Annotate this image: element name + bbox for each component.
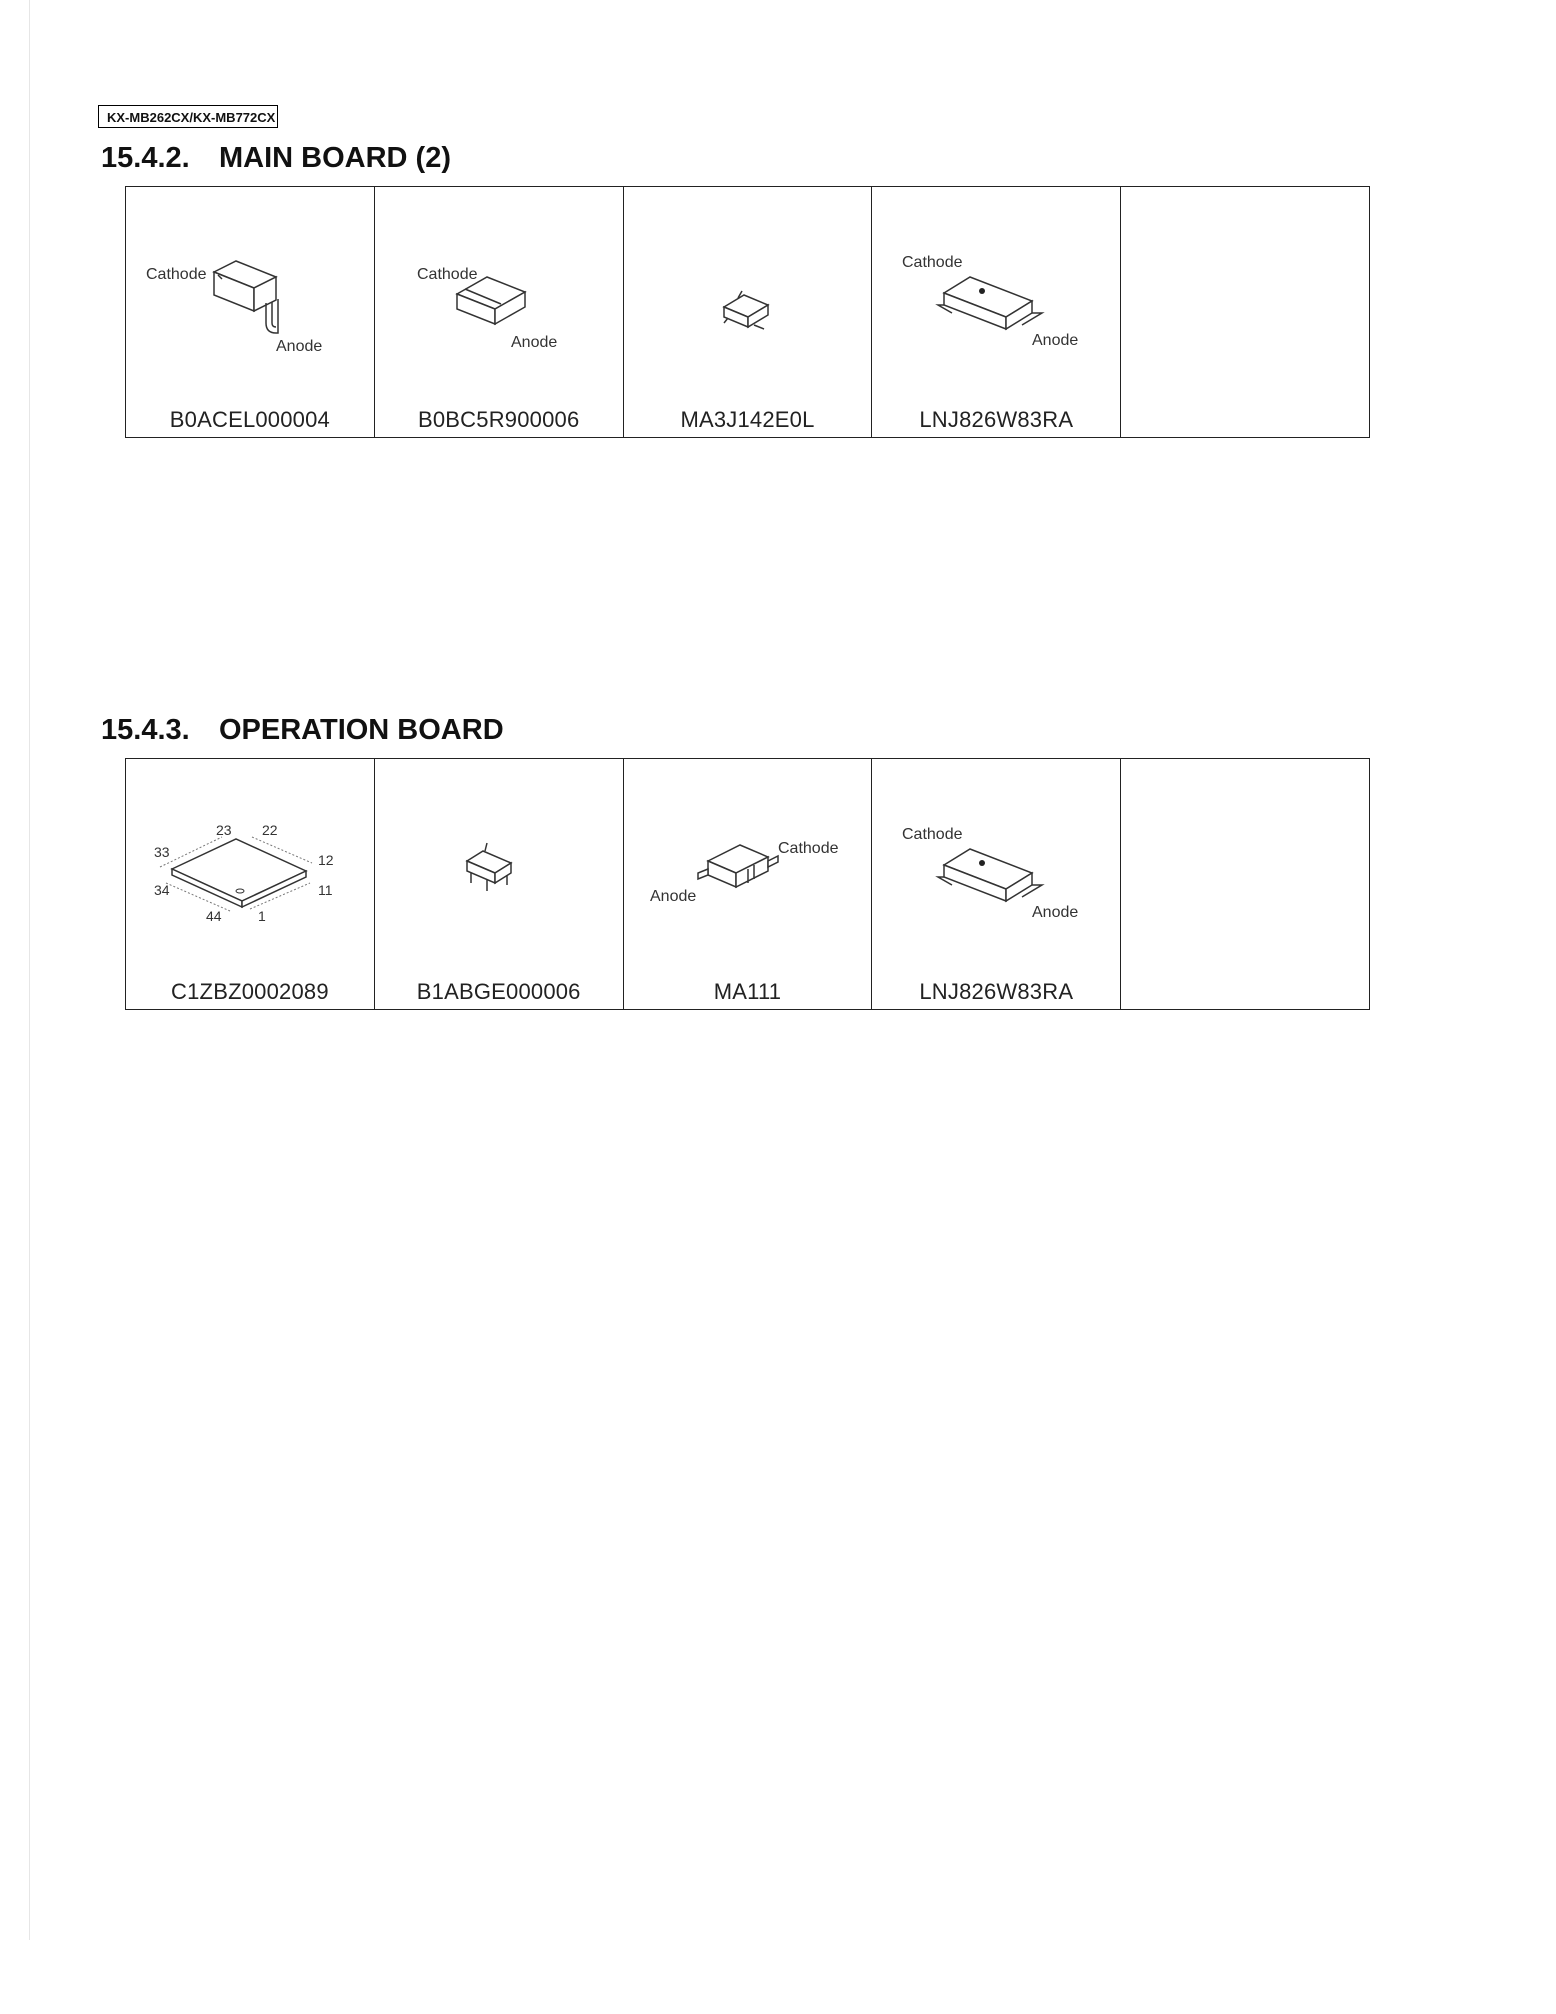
part-cell — [872, 187, 1121, 437]
anode-label: Anode — [1032, 904, 1079, 921]
anode-label: Anode — [1032, 332, 1079, 349]
ic-package-icon — [126, 759, 374, 964]
page-margin-line — [29, 0, 30, 1940]
parts-table-operation-board — [125, 758, 1370, 1010]
transistor-package-icon — [375, 759, 623, 964]
anode-label: Anode — [649, 888, 696, 905]
section-number: 15.4.2. — [101, 142, 190, 174]
model-number-tag: KX-MB262CX/KX-MB772CX — [98, 105, 278, 128]
diode-package-icon — [126, 187, 374, 392]
section-heading-operation-board — [101, 713, 504, 747]
diode-package-icon — [375, 187, 623, 392]
diode-package-icon — [624, 759, 872, 964]
pin-label: 33 — [154, 844, 170, 860]
part-number: LNJ826W83RA — [919, 979, 1074, 1004]
section-heading-main-board — [101, 141, 451, 175]
cathode-label: Cathode — [902, 254, 963, 271]
part-cell — [126, 187, 375, 437]
part-cell — [624, 187, 873, 437]
pin-label: 12 — [318, 852, 334, 868]
part-cell — [375, 759, 624, 1009]
part-cell — [126, 759, 375, 1009]
pin-label: 34 — [154, 882, 170, 898]
section-title: OPERATION BOARD — [219, 714, 504, 746]
empty-part-cell — [1121, 759, 1369, 1009]
cathode-label: Cathode — [416, 266, 478, 283]
led-package-icon — [872, 759, 1120, 964]
part-number: B0ACEL000004 — [169, 407, 330, 432]
anode-label: Anode — [276, 338, 323, 355]
section-number: 15.4.3. — [101, 714, 190, 746]
part-number: MA3J142E0L — [680, 407, 815, 432]
anode-label: Anode — [510, 334, 558, 351]
part-cell — [624, 759, 873, 1009]
transistor-package-icon — [624, 187, 872, 392]
part-number: C1ZBZ0002089 — [171, 979, 329, 1004]
part-cell — [872, 759, 1121, 1009]
pin-label: 23 — [216, 822, 232, 838]
part-number: MA111 — [713, 979, 782, 1004]
pin-label: 1 — [258, 908, 266, 924]
pin-label: 11 — [318, 882, 333, 898]
part-number: B1ABGE000006 — [416, 979, 581, 1004]
parts-table-main-board — [125, 186, 1370, 438]
section-title: MAIN BOARD (2) — [219, 142, 451, 174]
part-number: B0BC5R900006 — [417, 407, 580, 432]
pin-label: 44 — [206, 908, 222, 924]
empty-part-cell — [1121, 187, 1369, 437]
cathode-label: Cathode — [902, 826, 963, 843]
pin-label: 22 — [262, 822, 278, 838]
part-cell — [375, 187, 624, 437]
cathode-label: Cathode — [146, 266, 207, 283]
part-number: LNJ826W83RA — [919, 407, 1074, 432]
cathode-label: Cathode — [777, 840, 839, 857]
led-package-icon — [872, 187, 1120, 392]
